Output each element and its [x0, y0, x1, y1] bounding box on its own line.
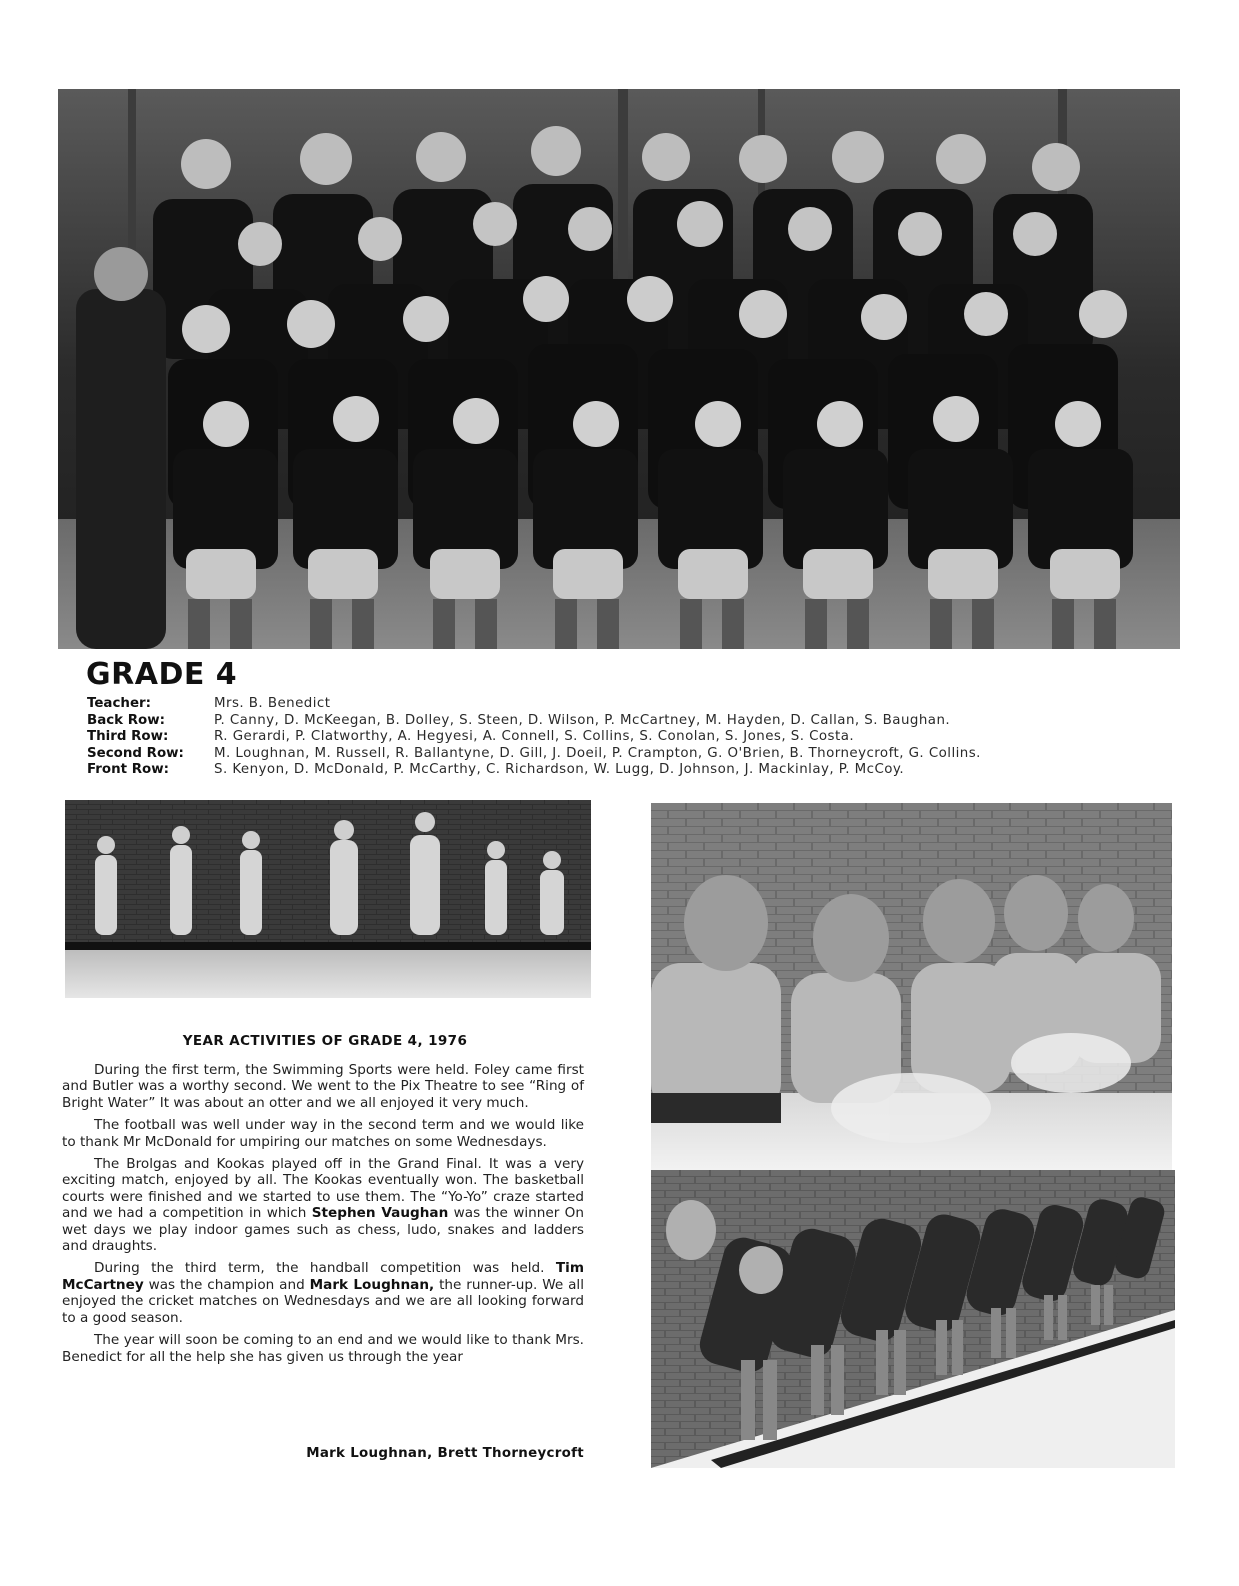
paragraph-text: During the third term, the handball competition was held.	[94, 1260, 556, 1277]
roster-label: Second Row:	[87, 745, 184, 761]
article-paragraph	[62, 1156, 584, 1254]
paragraph-text: was the winner On wet days we play indoor games such as chess, ludo, snakes and ladders and draughts.	[62, 1205, 585, 1255]
roster-row-third	[87, 729, 981, 746]
article-paragraph	[62, 1260, 584, 1326]
roster-value: R. Gerardi, P. Clatworthy, A. Hegyesi, A. Connell, S. Collins, S. Conolan, S. Jones, S. Costa.	[214, 729, 855, 745]
roster-label: Back Row:	[87, 712, 165, 728]
children-pool-edge-photo	[651, 803, 1172, 1170]
roster-value: Mrs. B. Benedict	[214, 696, 331, 711]
diving-start-photo	[651, 1170, 1175, 1468]
roster-value: P. Canny, D. McKeegan, B. Dolley, S. Steen, D. Wilson, P. McCartney, M. Hayden, D. Callan, S. Baughan.	[214, 712, 951, 728]
roster-row-teacher	[87, 696, 981, 713]
grade-title: GRADE 4	[86, 657, 238, 692]
class-roster	[87, 696, 981, 779]
roster-label: Front Row:	[87, 762, 169, 778]
class-group-photo	[58, 89, 1180, 649]
article-title: YEAR ACTIVITIES OF GRADE 4, 1976	[182, 1033, 468, 1049]
article-paragraph: During the first term, the Swimming Sports were held. Foley came first and Butler was a worthy second. We went to the Pix Theatre to see “Ring of Bright Water” It was about an otter and we all enjoyed it very much.	[62, 1062, 584, 1111]
runner-up-name: Mark Loughnan,	[309, 1276, 435, 1293]
roster-value: M. Loughnan, M. Russell, R. Ballantyne, D. Gill, J. Doeil, P. Crampton, G. O'Brien, B. Thorneycroft, G. Collins.	[214, 745, 981, 761]
article-paragraph: The football was well under way in the second term and we would like to thank Mr McDonald for umpiring our matches on some Wednesdays.	[62, 1117, 584, 1150]
swimmers-poolside-photo	[65, 800, 591, 998]
champion-name: Tim McCartney	[62, 1260, 584, 1293]
roster-label: Third Row:	[87, 729, 169, 745]
paragraph-text: was the champion and	[143, 1276, 310, 1293]
roster-value: S. Kenyon, D. McDonald, P. McCarthy, C. Richardson, W. Lugg, D. Johnson, J. Mackinlay, P. McCoy.	[214, 762, 905, 778]
article-signature: Mark Loughnan, Brett Thorneycroft	[306, 1446, 584, 1461]
article-body	[62, 1062, 584, 1371]
roster-row-second	[87, 746, 981, 763]
paragraph-text: the runner-up. We all enjoyed the cricket matches on Wednesdays and we are all looking forward to a good season.	[62, 1276, 584, 1326]
roster-row-back	[87, 713, 981, 730]
article-paragraph: The year will soon be coming to an end and we would like to thank Mrs. Benedict for all the help she has given us through the year	[62, 1332, 584, 1365]
winner-name: Stephen Vaughan	[311, 1205, 449, 1222]
roster-row-front	[87, 762, 981, 779]
roster-label: Teacher:	[87, 696, 151, 711]
paragraph-text: The Brolgas and Kookas played off in the Grand Final. It was a very exciting match, enjoyed by all. The Kookas eventually won. The basketball courts were finished and we started to use them. The “Yo-Yo” craze started and we had a competition in which	[62, 1156, 584, 1222]
